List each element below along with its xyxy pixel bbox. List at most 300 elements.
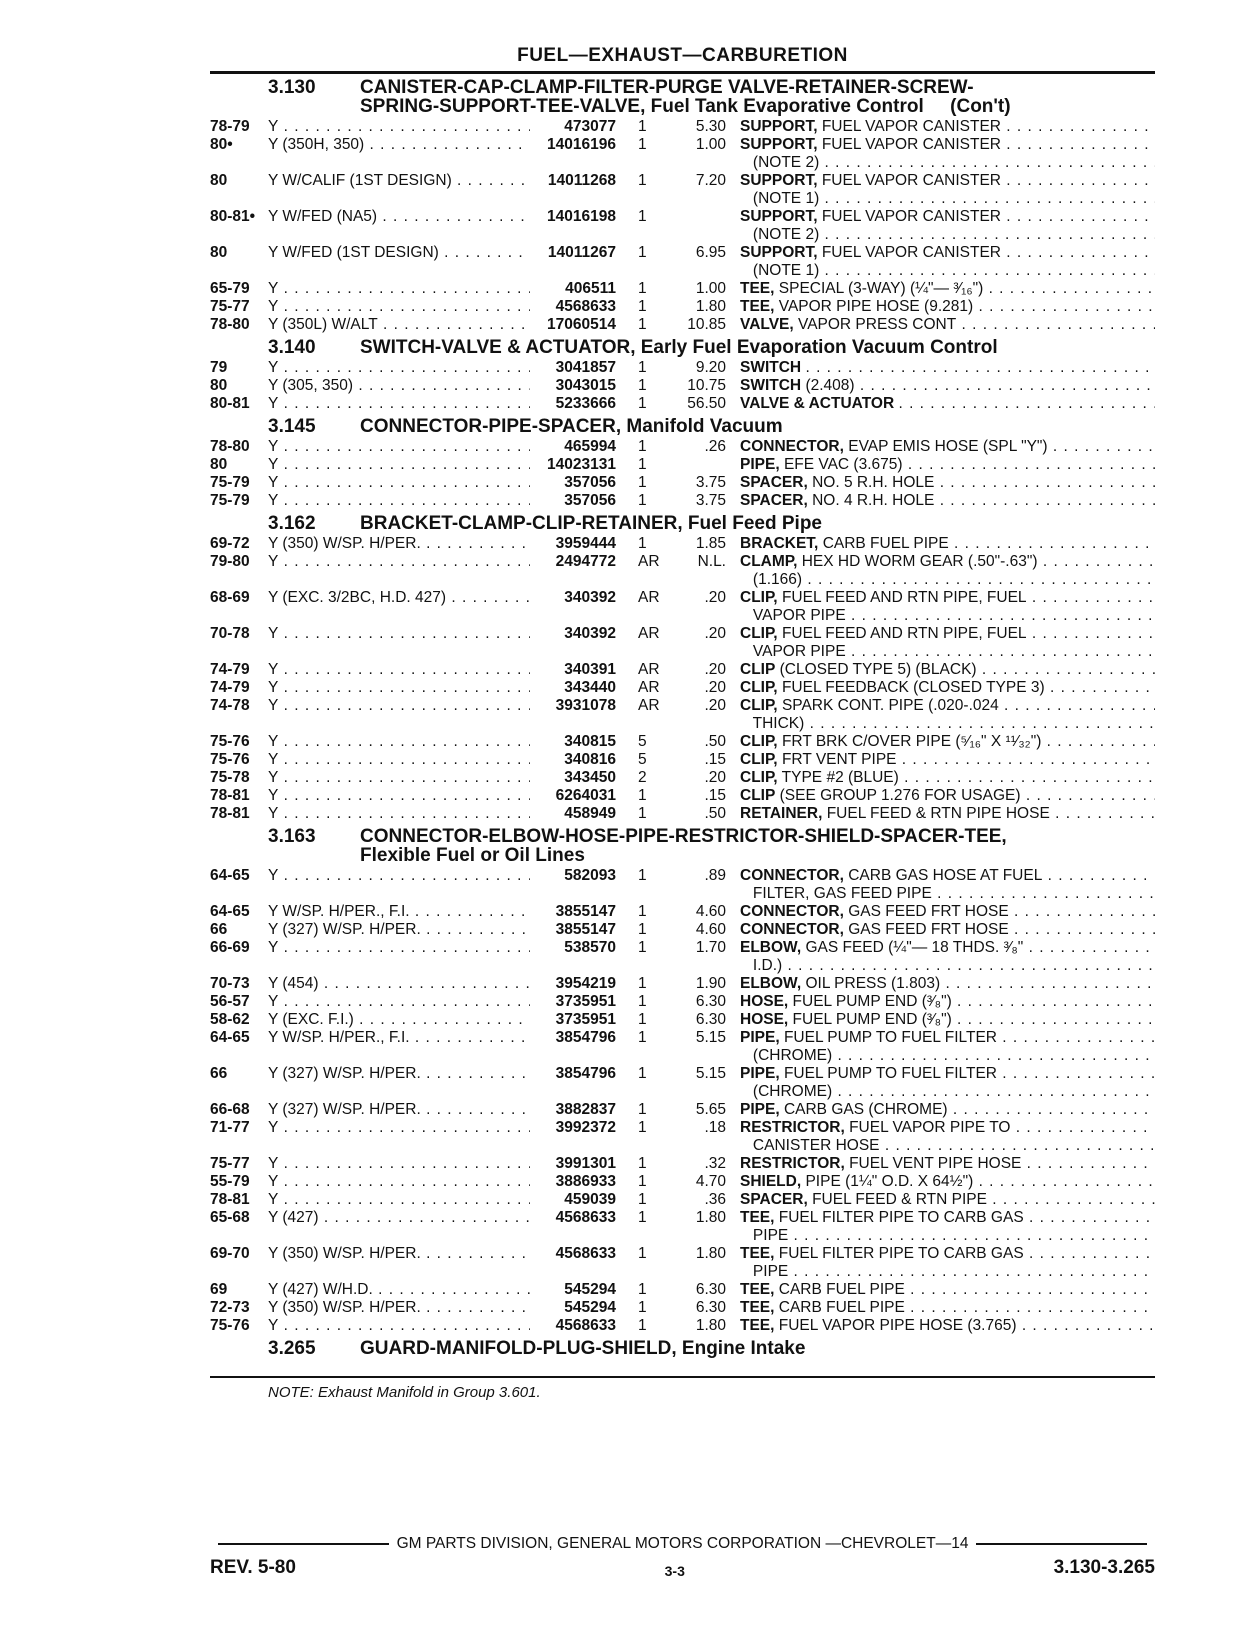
description: [726, 226, 1155, 244]
leader-dots: [899, 769, 1155, 786]
price: 6.30: [695, 1299, 726, 1316]
price: 1.85: [695, 535, 726, 552]
model-years: 79-80: [210, 553, 250, 570]
part-number: 3959444: [555, 535, 616, 552]
part-row: [210, 1083, 1155, 1101]
description-detail: GAS FEED FRT HOSE: [848, 921, 1009, 938]
quantity: [616, 154, 666, 172]
leader-dots: [819, 262, 1155, 279]
model-application: [268, 571, 530, 589]
description-detail: (NOTE 2): [740, 154, 820, 171]
description-detail: FUEL VAPOR CANISTER: [821, 208, 1001, 225]
leader-dots: [949, 535, 1155, 552]
price: .50: [704, 733, 726, 750]
section-number: 3.265: [268, 1338, 316, 1359]
part-row: [210, 553, 1155, 571]
part-number: 340815: [564, 733, 616, 750]
description: [726, 643, 1155, 661]
model-application: Y . . .: [268, 769, 530, 787]
description-part-name: CLIP,: [740, 589, 778, 606]
leader-dots: [846, 607, 1155, 624]
part-number: 5233666: [555, 395, 616, 412]
price: [666, 607, 726, 625]
model-application: Y (350) W/SP. H/PER. . . .: [268, 535, 530, 553]
price: .32: [704, 1155, 726, 1172]
part-number: 6264031: [555, 787, 616, 804]
leader-dots: [1027, 625, 1155, 642]
description: [726, 1299, 1155, 1317]
description-detail: FUEL PUMP TO FUEL FILTER: [783, 1065, 997, 1082]
description-detail: VAPOR PRESS CONT: [798, 316, 957, 333]
quantity: AR: [638, 553, 660, 570]
model-years: [210, 957, 268, 975]
section-name: [360, 338, 1155, 357]
part-row: [210, 154, 1155, 172]
description: [726, 661, 1155, 679]
description-detail: FUEL VAPOR CANISTER: [821, 136, 1001, 153]
price: 3.75: [695, 492, 726, 509]
description-detail: FUEL VAPOR CANISTER: [821, 244, 1001, 261]
model-years: 66-68: [210, 1101, 250, 1118]
model-application: Y . . .: [268, 1119, 530, 1137]
model-years: 68-69: [210, 589, 250, 606]
quantity: [616, 262, 666, 280]
description: [726, 298, 1155, 316]
part-number: 343440: [564, 679, 616, 696]
model-years: [210, 190, 268, 208]
description-part-name: SUPPORT,: [740, 136, 818, 153]
model-application: [268, 226, 530, 244]
leader-dots: [1027, 589, 1155, 606]
model-application: Y W/SP. H/PER., F.I. . . .: [268, 1029, 530, 1047]
part-row: [210, 1155, 1155, 1173]
model-years: 64-65: [210, 903, 250, 920]
model-application: Y (350H, 350) . . .: [268, 136, 530, 154]
description-part-name: CLAMP,: [740, 553, 798, 570]
price: N.L.: [697, 553, 726, 570]
description-part-name: CLIP,: [740, 733, 778, 750]
model-years: 78-80: [210, 438, 250, 455]
model-years: 75-79: [210, 474, 250, 491]
part-row: [210, 1173, 1155, 1191]
description-detail: (2.408): [805, 377, 855, 394]
model-application: Y . . .: [268, 456, 530, 474]
part-number: [530, 885, 616, 903]
part-row: [210, 1317, 1155, 1335]
quantity: AR: [638, 625, 660, 642]
quantity: 1: [638, 359, 647, 376]
footer-rule-left: [218, 1543, 389, 1545]
price: [666, 1047, 726, 1065]
model-years: 74-79: [210, 679, 250, 696]
part-number: 4568633: [555, 298, 616, 315]
description-detail: (NOTE 1): [740, 262, 820, 279]
price: 1.00: [695, 136, 726, 153]
section-name-line: SPRING-SUPPORT-TEE-VALVE, Fuel Tank Evaporative Control (Con't): [360, 96, 1011, 117]
part-row: [210, 456, 1155, 474]
description-detail: NO. 4 R.H. HOLE: [812, 492, 935, 509]
description-detail: PIPE: [740, 1227, 789, 1244]
model-years: 75-76: [210, 733, 250, 750]
part-row: [210, 226, 1155, 244]
part-number: 406511: [565, 280, 616, 297]
description: [726, 1029, 1155, 1047]
part-row: [210, 262, 1155, 280]
leader-dots: [1042, 867, 1155, 884]
model-application: Y . . .: [268, 679, 530, 697]
description-detail: VAPOR PIPE: [740, 643, 846, 660]
price: [666, 885, 726, 903]
description: [726, 1317, 1155, 1335]
description-detail: FUEL FEED AND RTN PIPE, FUEL: [781, 625, 1027, 642]
leader-dots: [897, 751, 1156, 768]
description: [726, 244, 1155, 262]
quantity: 1: [638, 939, 647, 956]
model-application: Y . . .: [268, 939, 530, 957]
price: .26: [704, 438, 726, 455]
leader-dots: [1048, 438, 1155, 455]
description-detail: SPECIAL (3-WAY) (¼"— ³⁄₁₆"): [778, 280, 984, 297]
part-number: 3931078: [555, 697, 616, 714]
price: .50: [704, 805, 726, 822]
section-name: [360, 417, 1155, 436]
part-number: 17060514: [547, 316, 616, 333]
description-part-name: CLIP,: [740, 679, 778, 696]
quantity: 1: [638, 1281, 647, 1298]
quantity: [616, 1083, 666, 1101]
description: [726, 1227, 1155, 1245]
price: 56.50: [687, 395, 726, 412]
model-years: 80: [210, 244, 228, 261]
model-application: Y . . .: [268, 625, 530, 643]
leader-dots: [1045, 679, 1155, 696]
price: [666, 571, 726, 589]
description-part-name: PIPE,: [740, 1101, 780, 1118]
sections-container: [210, 78, 1155, 1358]
quantity: 1: [638, 993, 647, 1010]
leader-dots: [819, 226, 1155, 243]
part-row: [210, 975, 1155, 993]
model-years: 75-79: [210, 492, 250, 509]
section-name: [360, 78, 1155, 116]
part-row: [210, 359, 1155, 377]
description-part-name: BRACKET,: [740, 535, 819, 552]
model-years: 69: [210, 1281, 228, 1298]
model-years: 70-78: [210, 625, 250, 642]
model-years: [210, 154, 268, 172]
part-row: [210, 867, 1155, 885]
quantity: 1: [638, 1245, 647, 1262]
part-row: [210, 1299, 1155, 1317]
model-years: 78-81: [210, 787, 250, 804]
part-row: [210, 492, 1155, 510]
model-years: 79: [210, 359, 228, 376]
description-part-name: SUPPORT,: [740, 208, 818, 225]
part-number: 3854796: [555, 1065, 616, 1082]
description-detail: FRT VENT PIPE: [781, 751, 897, 768]
description: [726, 136, 1155, 154]
price: .20: [704, 661, 726, 678]
quantity: 1: [638, 1029, 647, 1046]
quantity: 1: [638, 1317, 647, 1334]
description-detail: THICK): [740, 715, 805, 732]
part-row: [210, 751, 1155, 769]
model-application: [268, 1047, 530, 1065]
leader-dots: [1001, 172, 1155, 189]
part-row: [210, 438, 1155, 456]
part-number: 357056: [564, 474, 616, 491]
model-years: 58-62: [210, 1011, 250, 1028]
description-detail: CARB GAS HOSE AT FUEL: [848, 867, 1043, 884]
price: .20: [704, 625, 726, 642]
part-row: [210, 1227, 1155, 1245]
part-row: [210, 625, 1155, 643]
model-application: Y . . .: [268, 298, 530, 316]
model-application: [268, 885, 530, 903]
quantity: AR: [638, 697, 660, 714]
model-years: [210, 1227, 268, 1245]
price: 5.15: [695, 1065, 726, 1082]
description: [726, 625, 1155, 643]
part-number: [530, 607, 616, 625]
description: [726, 993, 1155, 1011]
quantity: [616, 1263, 666, 1281]
description-detail: FUEL PUMP TO FUEL FILTER: [783, 1029, 997, 1046]
model-application: Y . . .: [268, 787, 530, 805]
model-application: Y W/CALIF (1ST DESIGN) . . .: [268, 172, 530, 190]
model-years: 78-81: [210, 1191, 250, 1208]
page-number: 3-3: [664, 1563, 685, 1579]
price: .36: [704, 1191, 726, 1208]
model-years: 65-68: [210, 1209, 250, 1226]
model-years: [210, 571, 268, 589]
model-years: [210, 715, 268, 733]
description-detail: (NOTE 1): [740, 190, 820, 207]
page-footer: [210, 1535, 1155, 1579]
section-name-line: CONNECTOR-ELBOW-HOSE-PIPE-RESTRICTOR-SHIELD-SPACER-TEE,: [360, 826, 1007, 847]
description: [726, 733, 1155, 751]
part-row: [210, 1065, 1155, 1083]
model-application: Y (350L) W/ALT . . .: [268, 316, 530, 334]
model-application: [268, 957, 530, 975]
leader-dots: [973, 298, 1155, 315]
quantity: 1: [638, 1101, 647, 1118]
description-detail: I.D.): [740, 957, 783, 974]
part-row: [210, 1209, 1155, 1227]
leader-dots: [1001, 244, 1155, 261]
part-row: [210, 1029, 1155, 1047]
quantity: 2: [638, 769, 647, 786]
model-years: 66: [210, 921, 228, 938]
part-number: 3735951: [555, 993, 616, 1010]
model-application: Y . . .: [268, 733, 530, 751]
part-row: [210, 769, 1155, 787]
quantity: 1: [638, 280, 647, 297]
quantity: 1: [638, 208, 647, 225]
description-part-name: SUPPORT,: [740, 172, 818, 189]
part-row: [210, 208, 1155, 226]
quantity: [616, 1137, 666, 1155]
model-application: Y . . .: [268, 553, 530, 571]
leader-dots: [1024, 1245, 1155, 1262]
description: [726, 316, 1155, 334]
part-row: [210, 316, 1155, 334]
model-application: [268, 262, 530, 280]
model-application: [268, 643, 530, 661]
part-row: [210, 697, 1155, 715]
quantity: 1: [638, 298, 647, 315]
quantity: 1: [638, 377, 647, 394]
section-number: 3.145: [268, 416, 316, 437]
description: [726, 867, 1155, 885]
model-application: Y (327) W/SP. H/PER. . . .: [268, 921, 530, 939]
model-application: Y (454) . . .: [268, 975, 530, 993]
model-application: Y (427) W/H.D. . . .: [268, 1281, 530, 1299]
section-name: [360, 514, 1155, 533]
quantity: [616, 885, 666, 903]
part-number: 582093: [564, 867, 616, 884]
leader-dots: [805, 359, 1155, 376]
description-part-name: PIPE,: [740, 456, 780, 473]
description-part-name: TEE,: [740, 298, 775, 315]
quantity: [616, 715, 666, 733]
model-application: Y . . .: [268, 395, 530, 413]
leader-dots: [905, 1281, 1155, 1298]
revision: REV. 5-80: [210, 1557, 296, 1578]
model-application: Y W/SP. H/PER., F.I. . . .: [268, 903, 530, 921]
section-title: [210, 417, 1155, 436]
part-number: 2494772: [555, 553, 616, 570]
section-name-line: SWITCH-VALVE & ACTUATOR, Early Fuel Evaporation Vacuum Control: [360, 337, 998, 358]
description: [726, 553, 1155, 571]
part-row: [210, 885, 1155, 903]
leader-dots: [788, 1227, 1155, 1244]
description: [726, 492, 1155, 510]
parts-list: [210, 359, 1155, 413]
leader-dots: [1009, 921, 1155, 938]
quantity: 1: [638, 805, 647, 822]
description-part-name: TEE,: [740, 1245, 775, 1262]
description-part-name: RETAINER,: [740, 805, 823, 822]
description-detail: FUEL FEED & RTN PIPE HOSE: [826, 805, 1050, 822]
price: [666, 226, 726, 244]
description-detail: EVAP EMIS HOSE (SPL "Y"): [848, 438, 1048, 455]
description-part-name: TEE,: [740, 280, 775, 297]
section-title: [210, 78, 1155, 116]
model-years: 80•: [210, 136, 233, 153]
part-row: [210, 939, 1155, 957]
model-years: 78-79: [210, 118, 250, 135]
part-row: [210, 280, 1155, 298]
leader-dots: [997, 1029, 1155, 1046]
price: 5.30: [695, 118, 726, 135]
description-detail: CARB GAS (CHROME): [783, 1101, 948, 1118]
description-part-name: CONNECTOR,: [740, 903, 844, 920]
quantity: 1: [638, 1299, 647, 1316]
model-application: Y W/FED (NA5) . . .: [268, 208, 530, 226]
price: [666, 957, 726, 975]
quantity: 1: [638, 136, 647, 153]
section-number: 3.130: [268, 77, 316, 98]
description-detail: (CHROME): [740, 1083, 833, 1100]
description-part-name: RESTRICTOR,: [740, 1155, 845, 1172]
model-application: Y . . .: [268, 993, 530, 1011]
part-number: 340816: [564, 751, 616, 768]
description-detail: PIPE (1¼" O.D. X 64½"): [805, 1173, 974, 1190]
description-detail: NO. 5 R.H. HOLE: [812, 474, 935, 491]
model-years: 65-79: [210, 280, 250, 297]
description-detail: TYPE #2 (BLUE): [781, 769, 899, 786]
quantity: 1: [638, 903, 647, 920]
leader-dots: [880, 1137, 1155, 1154]
model-application: Y . . .: [268, 280, 530, 298]
price: 9.20: [695, 359, 726, 376]
price: .20: [704, 679, 726, 696]
leader-dots: [999, 697, 1155, 714]
description-detail: FRT BRK C/OVER PIPE (⁵⁄₁₆" X ¹¹⁄₃₂"): [781, 733, 1042, 750]
part-number: [530, 1227, 616, 1245]
price: [666, 1083, 726, 1101]
model-application: [268, 1227, 530, 1245]
section-title: [210, 514, 1155, 533]
part-row: [210, 136, 1155, 154]
part-row: [210, 805, 1155, 823]
leader-dots: [977, 661, 1155, 678]
leader-dots: [1001, 208, 1155, 225]
quantity: 1: [638, 1191, 647, 1208]
price: [666, 1263, 726, 1281]
description: [726, 751, 1155, 769]
leader-dots: [1050, 805, 1155, 822]
price: .20: [704, 697, 726, 714]
part-number: [530, 262, 616, 280]
quantity: 1: [638, 1119, 647, 1136]
price: 1.80: [695, 298, 726, 315]
description-detail: CARB FUEL PIPE: [822, 535, 949, 552]
model-years: 70-73: [210, 975, 250, 992]
model-application: Y (EXC. F.I.) . . .: [268, 1011, 530, 1029]
model-application: Y . . .: [268, 1155, 530, 1173]
part-row: [210, 1101, 1155, 1119]
part-row: [210, 1263, 1155, 1281]
part-number: [530, 154, 616, 172]
description-part-name: TEE,: [740, 1281, 775, 1298]
part-number: 4568633: [555, 1209, 616, 1226]
part-number: 545294: [564, 1299, 616, 1316]
leader-dots: [898, 395, 1155, 412]
catalog-page: [210, 45, 1155, 1401]
description: [726, 1281, 1155, 1299]
model-application: Y (350) W/SP. H/PER. . . .: [268, 1299, 530, 1317]
leader-dots: [1038, 553, 1155, 570]
part-number: [530, 226, 616, 244]
description-detail: (CHROME): [740, 1047, 833, 1064]
part-number: 14016198: [547, 208, 616, 225]
footer-publisher: GM PARTS DIVISION, GENERAL MOTORS CORPORATION —CHEVROLET—14: [396, 1535, 969, 1552]
quantity: 5: [638, 733, 647, 750]
model-application: [268, 715, 530, 733]
leader-dots: [788, 1263, 1155, 1280]
part-number: 545294: [564, 1281, 616, 1298]
description-detail: (CLOSED TYPE 5) (BLACK): [779, 661, 977, 678]
part-row: [210, 298, 1155, 316]
model-application: [268, 1083, 530, 1101]
parts-list: [210, 867, 1155, 1335]
model-years: 74-78: [210, 697, 250, 714]
model-application: Y . . .: [268, 661, 530, 679]
price: 6.30: [695, 1281, 726, 1298]
leader-dots: [832, 1083, 1155, 1100]
